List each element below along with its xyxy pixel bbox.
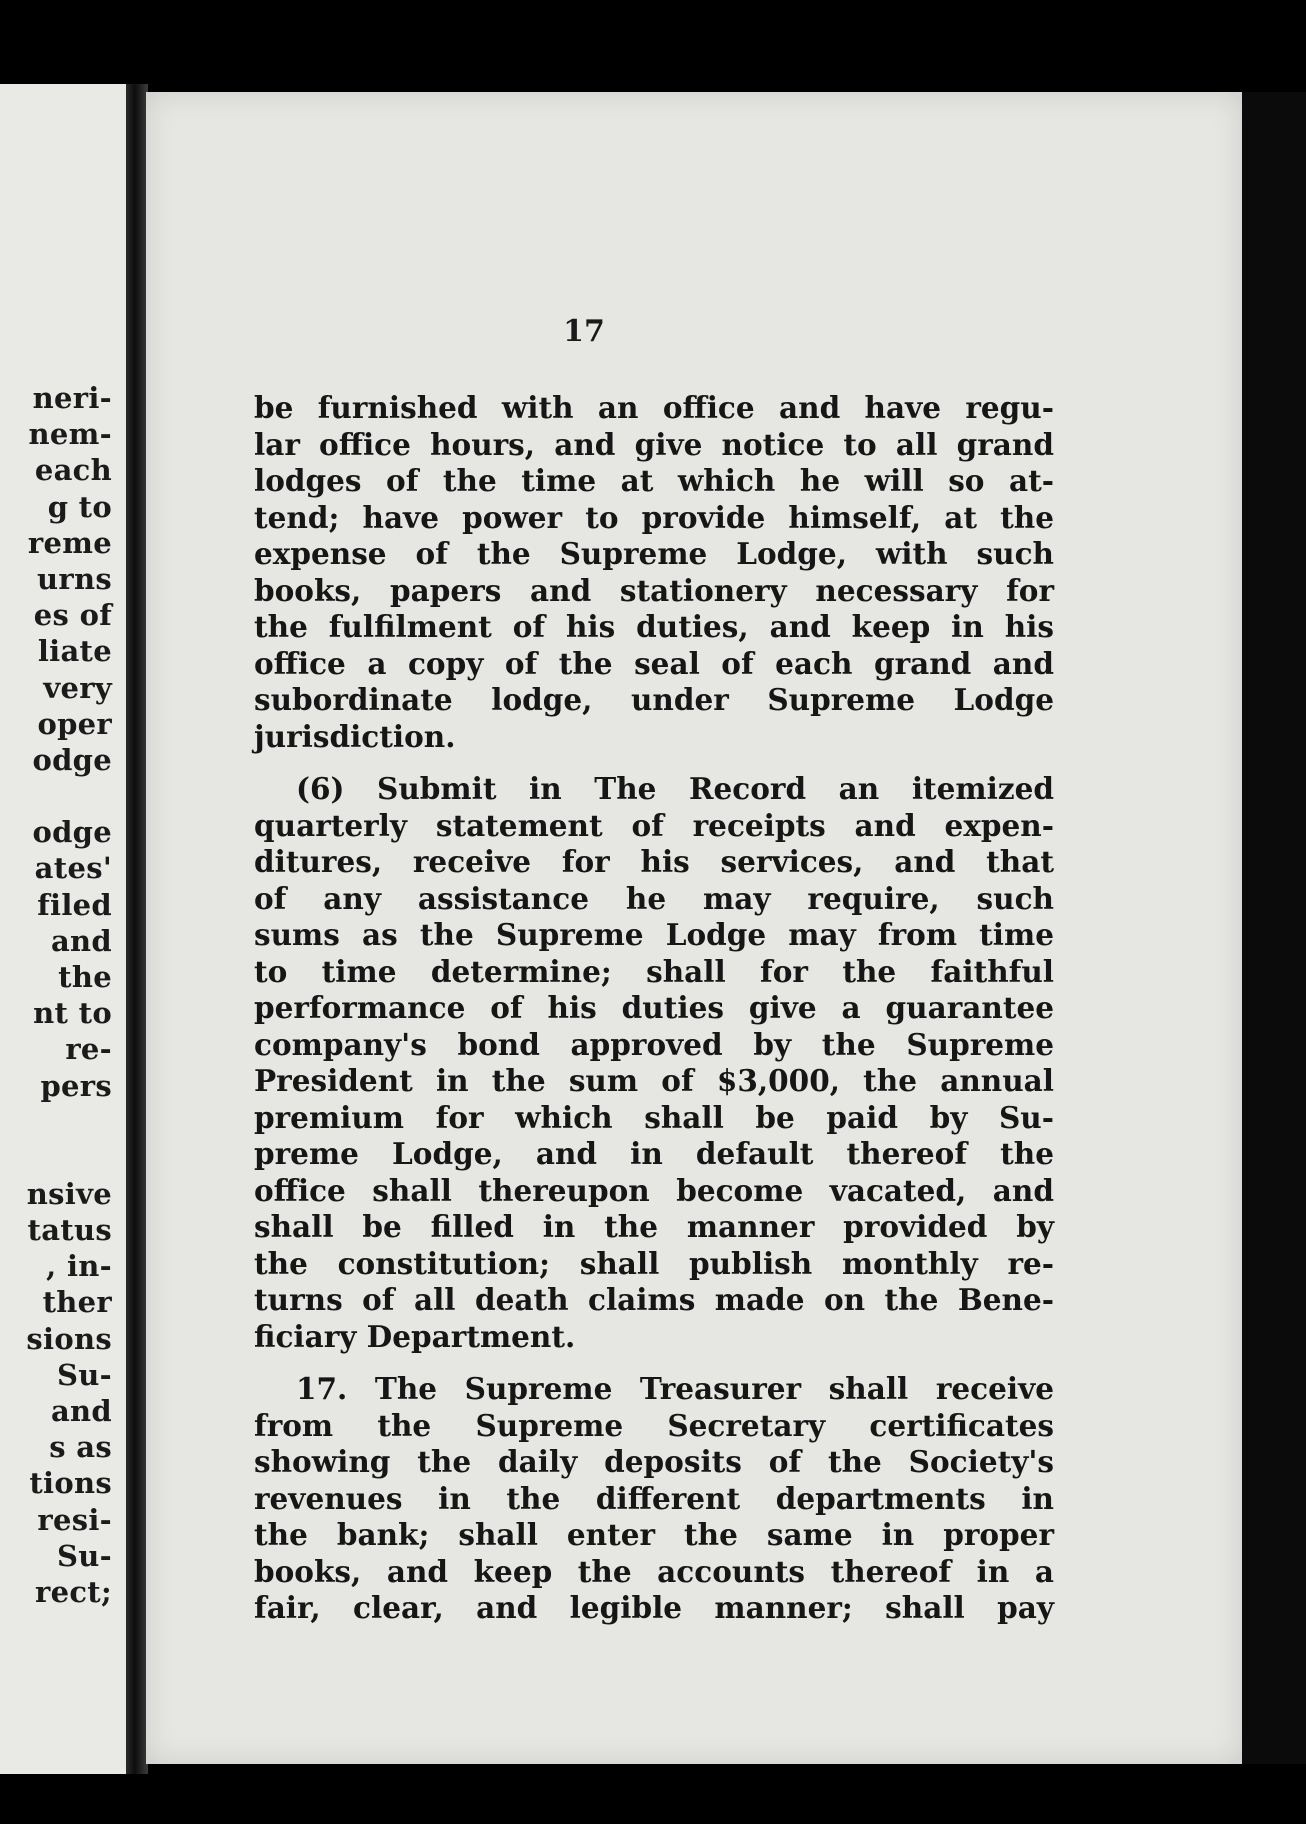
left-fragment-gap bbox=[26, 778, 112, 814]
left-fragment-line: and bbox=[50, 923, 112, 958]
text-line: premium for which shall be paid by Su- bbox=[254, 1099, 1054, 1135]
left-fragment-gap bbox=[26, 1140, 112, 1176]
text-line: from the Supreme Secretary certificates bbox=[254, 1407, 1054, 1443]
text-line: 17. The Supreme Treasurer shall receive bbox=[296, 1371, 1054, 1406]
text-line: expense of the Supreme Lodge, with such bbox=[254, 536, 1054, 571]
text-line: quarterly statement of receipts and expen- bbox=[254, 807, 1054, 843]
left-fragment-line: ates' bbox=[34, 851, 112, 886]
left-fragment-line: odge bbox=[32, 815, 112, 850]
left-fragment-line: g to bbox=[47, 489, 112, 524]
text-line: preme Lodge, and in default thereof the bbox=[254, 1136, 1054, 1171]
left-fragment-line: ther bbox=[42, 1285, 112, 1320]
text-line: office a copy of the seal of each grand and bbox=[254, 645, 1054, 681]
left-fragment-line: very bbox=[43, 670, 112, 705]
left-fragment-line: oper bbox=[37, 706, 112, 741]
left-fragment-line: nt to bbox=[33, 996, 112, 1031]
text-line: showing the daily deposits of the Society's bbox=[254, 1444, 1054, 1479]
paragraph-section-17 bbox=[254, 1371, 1054, 1627]
left-fragment-line: resi- bbox=[37, 1502, 112, 1537]
text-line: ditures, receive for his services, and that bbox=[254, 844, 1054, 879]
left-fragment-line: s as bbox=[49, 1430, 112, 1465]
text-line: performance of his duties give a guarantee bbox=[254, 990, 1054, 1025]
body-text bbox=[254, 390, 1054, 1643]
text-line: the fulfilment of his duties, and keep in his bbox=[254, 609, 1054, 644]
text-line: company's bond approved by the Supreme bbox=[254, 1026, 1054, 1062]
left-fragment-line: nem- bbox=[28, 417, 112, 452]
left-fragment-line: odge bbox=[32, 743, 112, 778]
left-fragment-line: and bbox=[50, 1394, 112, 1429]
text-line: jurisdiction. bbox=[254, 718, 456, 754]
text-line: President in the sum of $3,000, the annual bbox=[254, 1063, 1054, 1098]
text-line: tend; have power to provide himself, at the bbox=[254, 499, 1054, 535]
left-fragment-line: re- bbox=[65, 1032, 112, 1067]
text-line: the constitution; shall publish monthly re- bbox=[254, 1245, 1054, 1281]
text-line: fair, clear, and legible manner; shall pay bbox=[254, 1590, 1054, 1625]
text-line: to time determine; shall for the faithful bbox=[254, 953, 1054, 989]
scan-right-border bbox=[1242, 92, 1306, 1764]
text-line: (6) Submit in The Record an itemized bbox=[296, 771, 1054, 806]
paragraph-section-6 bbox=[254, 771, 1054, 1355]
left-fragment-line: nsive bbox=[26, 1176, 112, 1211]
left-fragment-line: the bbox=[58, 960, 112, 995]
left-fragment-line: liate bbox=[37, 634, 112, 669]
text-line: office shall thereupon become vacated, and bbox=[254, 1172, 1054, 1208]
text-line: be furnished with an office and have regu- bbox=[254, 390, 1054, 425]
left-fragment-line: tatus bbox=[27, 1213, 112, 1248]
left-fragment-line: Su- bbox=[57, 1357, 112, 1392]
text-line: books, and keep the accounts thereof in a bbox=[254, 1553, 1054, 1589]
left-fragment-line: urns bbox=[37, 562, 112, 597]
text-line: revenues in the different departments in bbox=[254, 1480, 1054, 1516]
left-fragment-line: Su- bbox=[57, 1538, 112, 1573]
page-number: 17 bbox=[563, 314, 605, 349]
left-fragment-line: filed bbox=[37, 887, 112, 922]
text-line: books, papers and stationery necessary for bbox=[254, 572, 1054, 608]
text-line: the bank; shall enter the same in proper bbox=[254, 1517, 1054, 1552]
left-fragment-line: tions bbox=[29, 1466, 112, 1501]
text-line: lodges of the time at which he will so at- bbox=[254, 463, 1054, 498]
left-fragment-line: reme bbox=[27, 525, 112, 560]
text-line: sums as the Supreme Lodge may from time bbox=[254, 917, 1054, 952]
right-page bbox=[146, 92, 1242, 1764]
left-fragment-line: rect; bbox=[35, 1575, 112, 1610]
text-line: shall be filled in the manner provided by bbox=[254, 1209, 1054, 1244]
text-line: subordinate lodge, under Supreme Lodge bbox=[254, 682, 1054, 717]
left-fragment-line: each bbox=[34, 453, 112, 488]
left-fragment-line: pers bbox=[40, 1068, 112, 1103]
text-line: of any assistance he may require, such bbox=[254, 880, 1054, 916]
left-fragment-line: es of bbox=[33, 598, 112, 633]
left-fragment-line: , in- bbox=[46, 1249, 112, 1284]
text-line: turns of all death claims made on the Bene- bbox=[254, 1282, 1054, 1317]
paragraph-continued bbox=[254, 390, 1054, 755]
left-fragment-line: neri- bbox=[32, 381, 112, 415]
left-fragment-gap bbox=[26, 1104, 112, 1140]
text-line: lar office hours, and give notice to all grand bbox=[254, 426, 1054, 462]
left-page-text-fragments bbox=[26, 380, 112, 1610]
text-line: ficiary Department. bbox=[254, 1318, 576, 1354]
left-fragment-line: sions bbox=[26, 1321, 112, 1356]
